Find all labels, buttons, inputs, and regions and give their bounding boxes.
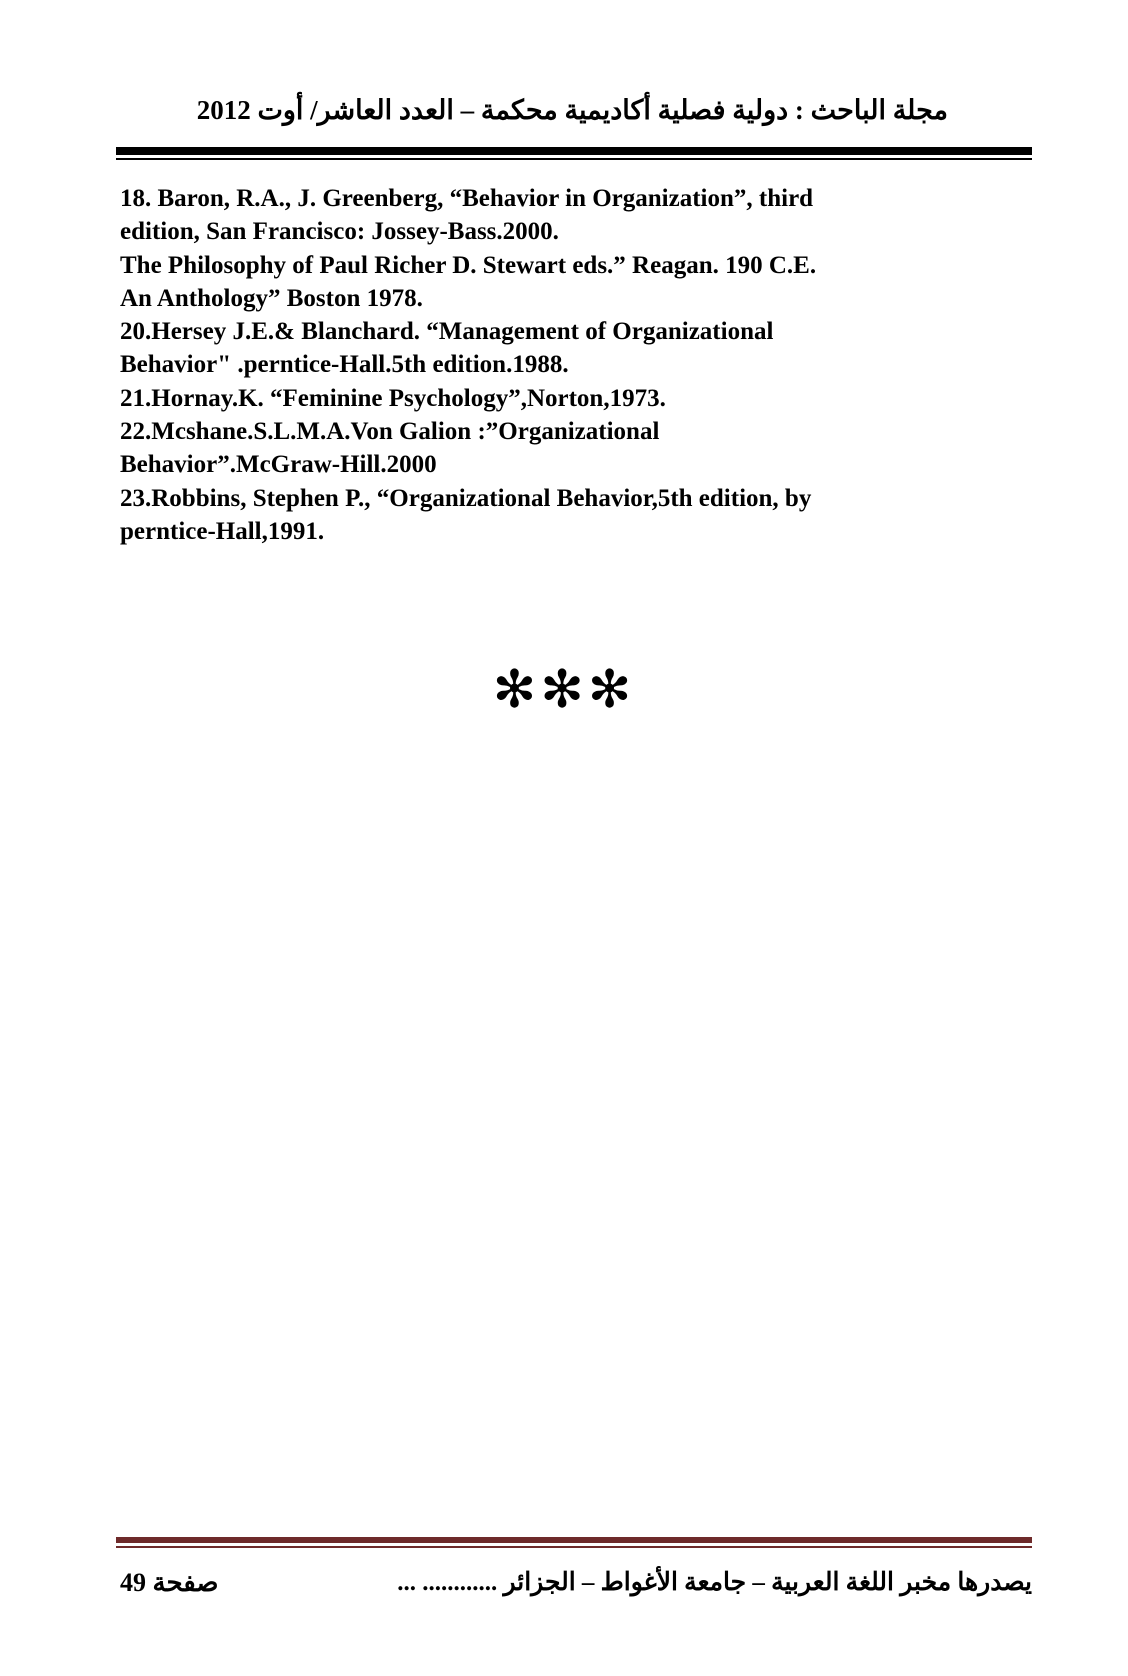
reference-line: An Anthology” Boston 1978. (120, 284, 423, 312)
section-end-asterisks: ✻✻✻ (492, 660, 636, 720)
reference-line: 21.Hornay.K. “Feminine Psychology”,Norton,1973. (120, 384, 666, 412)
reference-line: Behavior”.McGraw-Hill.2000 (120, 451, 437, 479)
publisher-line: يصدرها مخبر اللغة العربية – جامعة الأغواط – الجزائر ............ ... (397, 1569, 1032, 1596)
reference-line: Behavior" .perntice-Hall.5th edition.1988. (120, 351, 569, 379)
footer-divider-thin (116, 1546, 1032, 1548)
page-number: صفحة 49 (120, 1568, 219, 1597)
header-divider-thin (116, 158, 1032, 160)
reference-line: The Philosophy of Paul Richer D. Stewart eds.” Reagan. 190 C.E. (120, 251, 817, 279)
reference-line: 20.Hersey J.E.& Blanchard. “Management of Organizational (120, 318, 774, 346)
reference-line: 22.Mcshane.S.L.M.A.Von Galion :”Organizational (120, 418, 660, 446)
reference-list (120, 182, 1000, 548)
header-divider-thick (116, 147, 1032, 155)
reference-line: edition, San Francisco: Jossey-Bass.2000. (120, 218, 559, 246)
reference-line: 23.Robbins, Stephen P., “Organizational Behavior,5th edition, by (120, 484, 812, 512)
footer-divider-thick (116, 1537, 1032, 1543)
reference-line: perntice-Hall,1991. (120, 517, 325, 545)
reference-line: 18. Baron, R.A., J. Greenberg, “Behavior in Organization”, third (120, 185, 814, 212)
journal-header-title: مجلة الباحث : دولية فصلية أكاديمية محكمة – العدد العاشر/ أوت 2012 (196, 95, 948, 125)
